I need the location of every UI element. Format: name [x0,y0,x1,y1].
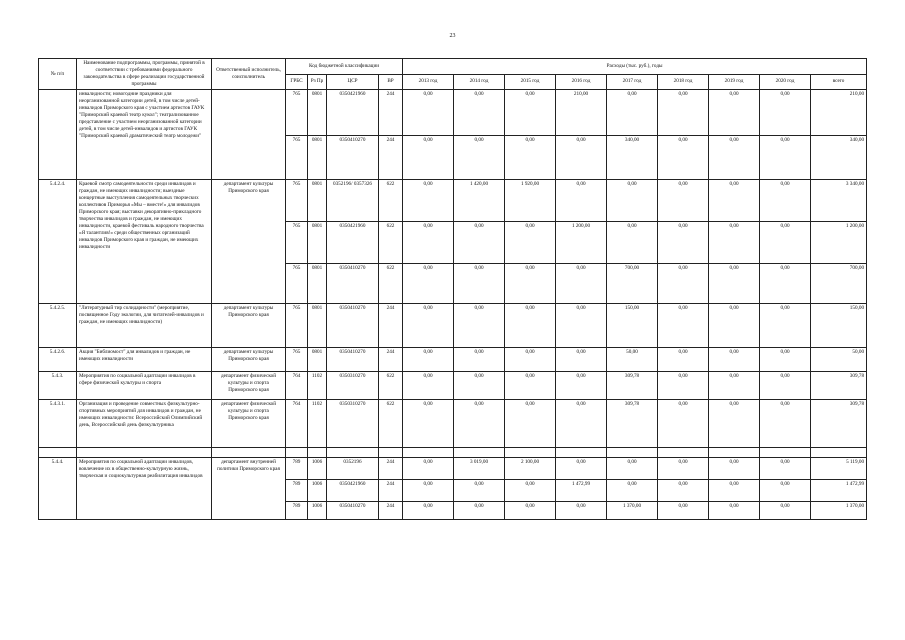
table-row [39,348,867,372]
value-year: 0,00 [454,90,505,136]
value-year: 0,00 [760,348,811,372]
value-year: 3 019,00 [454,458,505,480]
value-year: 0,00 [760,304,811,348]
value-year: 0,00 [454,480,505,502]
value-total: 309,78 [811,372,867,400]
value-year: 0,00 [658,304,709,348]
value-year: 0,00 [760,264,811,304]
value-year: 0,00 [658,372,709,400]
value-year: 0,00 [403,372,454,400]
value-year: 0,00 [709,348,760,372]
item-executor: департамент культуры Приморского края [212,348,286,372]
value-year: 0,00 [658,90,709,136]
value-year: 0,00 [556,372,607,400]
value-year: 0,00 [454,502,505,520]
value-year: 0,00 [658,180,709,222]
value-year: 0,00 [556,458,607,480]
value-year: 0,00 [556,136,607,180]
value-year: 0,00 [454,222,505,264]
item-number: 5.4.3.1. [39,400,77,448]
value-year: 0,00 [403,180,454,222]
code-grbs: 765 [286,222,308,264]
header-year: 2019 год [709,74,760,90]
value-year: 0,00 [556,304,607,348]
empty-cell [308,448,327,458]
value-year: 0,00 [658,400,709,448]
code-vr: 622 [379,400,403,448]
table-row [39,372,867,400]
code-rzpr: 0801 [308,222,327,264]
header-expenses: Расходы (тыс. руб.), годы [403,59,867,75]
value-year: 0,00 [505,90,556,136]
value-year: 0,00 [709,400,760,448]
code-rzpr: 0801 [308,348,327,372]
item-name: "Литературный тир солидарности" (мероприятие, посвященное Году экологии, для читателей-инвалидов и граждан, не имеющих инвалидности) [77,304,212,348]
budget-table [38,58,867,520]
value-year: 0,00 [658,502,709,520]
header-year: 2020 год [760,74,811,90]
value-year: 0,00 [709,480,760,502]
code-grbs: 765 [286,90,308,136]
value-total: 5 119,00 [811,458,867,480]
value-year: 0,00 [760,372,811,400]
empty-cell [286,448,308,458]
code-csr: 0350310270 [327,372,379,400]
value-year: 0,00 [556,502,607,520]
code-csr: 0350421960 [327,90,379,136]
value-year: 0,00 [505,348,556,372]
page-number: 23 [449,33,456,39]
value-year: 0,00 [760,90,811,136]
code-vr: 244 [379,458,403,480]
value-year: 0,00 [709,136,760,180]
value-year: 0,00 [403,90,454,136]
value-year: 0,00 [760,136,811,180]
value-year: 0,00 [454,136,505,180]
code-rzpr: 1006 [308,458,327,480]
code-grbs: 765 [286,348,308,372]
header-rzpr: Рз Пр [308,74,327,90]
code-grbs: 765 [286,180,308,222]
value-year: 0,00 [607,90,658,136]
value-year: 309,78 [607,400,658,448]
value-year: 0,00 [403,222,454,264]
value-year: 1 200,00 [556,222,607,264]
value-year: 0,00 [607,180,658,222]
code-vr: 244 [379,502,403,520]
table-row [39,180,867,222]
value-year: 1 472,99 [556,480,607,502]
empty-cell [403,448,454,458]
value-year: 1 370,00 [607,502,658,520]
code-vr: 244 [379,348,403,372]
table-row [39,400,867,448]
header-num: № п/п [39,59,77,90]
value-year: 0,00 [709,304,760,348]
empty-cell [658,448,709,458]
value-year: 0,00 [403,136,454,180]
code-vr: 244 [379,480,403,502]
value-year: 0,00 [607,222,658,264]
code-vr: 622 [379,180,403,222]
value-total: 340,00 [811,136,867,180]
value-year: 0,00 [607,480,658,502]
code-csr: 0350421960 [327,222,379,264]
item-name: Акция "Библиомост" для инвалидов и граждан, не имеющих инвалидности [77,348,212,372]
table-header [39,59,867,90]
code-grbs: 764 [286,372,308,400]
value-year: 0,00 [454,400,505,448]
header-total: всего [811,74,867,90]
table-row [39,304,867,348]
code-grbs: 765 [286,136,308,180]
value-year: 0,00 [658,480,709,502]
value-year: 0,00 [709,458,760,480]
value-year: 150,00 [607,304,658,348]
value-year: 0,00 [403,502,454,520]
value-year: 0,00 [658,458,709,480]
value-year: 0,00 [658,136,709,180]
empty-cell [39,448,77,458]
code-csr: 0350410270 [327,304,379,348]
code-rzpr: 0801 [308,180,327,222]
value-year: 0,00 [709,502,760,520]
value-year: 0,00 [505,502,556,520]
code-grbs: 789 [286,458,308,480]
item-name: Мероприятия по социальной адаптации инвалидов в сфере физической культуры и спорта [77,372,212,400]
code-vr: 244 [379,90,403,136]
value-year: 0,00 [760,222,811,264]
header-budget-code: Код бюджетной классификации [286,59,403,75]
code-grbs: 789 [286,502,308,520]
code-vr: 244 [379,136,403,180]
code-grbs: 764 [286,400,308,448]
value-year: 0,00 [658,264,709,304]
code-csr: 0350410270 [327,264,379,304]
code-csr: 0350310270 [327,400,379,448]
empty-cell [454,448,505,458]
value-year: 0,00 [505,264,556,304]
value-year: 0,00 [454,348,505,372]
value-year: 0,00 [454,304,505,348]
value-year: 0,00 [505,372,556,400]
item-executor: департамент физической культуры и спорта Приморского края [212,400,286,448]
table-body [39,90,867,520]
spacer-row [39,448,867,458]
value-total: 210,00 [811,90,867,136]
item-executor [212,90,286,180]
code-grbs: 789 [286,480,308,502]
code-csr: 0352196/ 0357326 [327,180,379,222]
code-rzpr: 0801 [308,136,327,180]
item-number [39,90,77,180]
value-year: 340,00 [607,136,658,180]
value-year: 0,00 [709,222,760,264]
empty-cell [77,448,212,458]
value-year: 0,00 [556,348,607,372]
item-number: 5.4.4. [39,458,77,520]
value-total: 309,78 [811,400,867,448]
value-year: 0,00 [760,458,811,480]
value-total: 50,00 [811,348,867,372]
item-executor: департамент физической культуры и спорта Приморского края [212,372,286,400]
value-year: 0,00 [760,400,811,448]
header-executor: Ответственный исполнитель, соисполнитель [212,59,286,90]
header-year: 2016 год [556,74,607,90]
value-year: 0,00 [760,502,811,520]
value-year: 2 100,00 [505,458,556,480]
code-rzpr: 1102 [308,400,327,448]
value-year: 0,00 [709,90,760,136]
value-year: 0,00 [403,458,454,480]
header-year: 2014 год [454,74,505,90]
value-year: 0,00 [607,458,658,480]
value-year: 0,00 [658,348,709,372]
item-name: Краевой смотр самодеятельности среди инвалидов и граждан, не имеющих инвалидности; выездные концертные выступления самодеятельных творческих коллективов Приморья «Мы – вместе!» для инвалидов Приморского края; выставки декоративно-прикладного творчества инвалидов и граждан, не имеющих инвалидности, краевой фестиваль народного творчества «Я талантлив!» среди общественных организаций инвалидов Приморского края и граждан, не имеющих инвалидности [77,180,212,304]
item-executor: департамент внутренней политики Приморского края [212,458,286,520]
item-executor: департамент культуры Приморского края [212,180,286,304]
value-year: 0,00 [505,222,556,264]
code-csr: 0350421960 [327,480,379,502]
item-executor: департамент культуры Приморского края [212,304,286,348]
value-year: 0,00 [709,372,760,400]
empty-cell [811,448,867,458]
item-number: 5.4.2.4. [39,180,77,304]
value-year: 0,00 [658,222,709,264]
value-year: 309,78 [607,372,658,400]
header-csr: ЦСР [327,74,379,90]
code-vr: 622 [379,372,403,400]
value-year: 0,00 [403,304,454,348]
empty-cell [505,448,556,458]
code-rzpr: 1006 [308,502,327,520]
code-csr: 0350410270 [327,502,379,520]
value-total: 1 472,99 [811,480,867,502]
value-total: 700,00 [811,264,867,304]
value-year: 0,00 [403,348,454,372]
code-rzpr: 1102 [308,372,327,400]
header-grbs: ГРБС [286,74,308,90]
value-year: 0,00 [760,180,811,222]
table-row [39,458,867,480]
value-year: 0,00 [556,180,607,222]
item-number: 5.4.2.5. [39,304,77,348]
table-row [39,90,867,136]
value-year: 210,00 [556,90,607,136]
value-year: 0,00 [403,264,454,304]
empty-cell [212,448,286,458]
code-csr: 0350410270 [327,136,379,180]
code-rzpr: 0801 [308,304,327,348]
code-csr: 0350410270 [327,348,379,372]
value-year: 0,00 [556,400,607,448]
code-rzpr: 1006 [308,480,327,502]
empty-cell [327,448,379,458]
header-year: 2018 год [658,74,709,90]
code-vr: 244 [379,304,403,348]
value-year: 0,00 [403,400,454,448]
value-year: 0,00 [505,400,556,448]
header-year: 2017 год [607,74,658,90]
code-vr: 622 [379,222,403,264]
header-year: 2015 год [505,74,556,90]
item-name: Мероприятия по социальной адаптации инвалидов, вовлечение их в общественно-культурную жизнь, творческая и социокультурная реабилитация инвалидов [77,458,212,520]
code-grbs: 765 [286,264,308,304]
code-rzpr: 0801 [308,90,327,136]
empty-cell [709,448,760,458]
item-name: инвалидности; новогодние праздники для неорганизованной категории детей, в том числе детей-инвалидов Приморского края с участием артистов ГАУК "Приморский краевой театр кукол"; театрализованное представление с участием неорганизованной категории детей, в том числе детей-инвалидов и артистов ГАУК "Приморский краевой драматический театр молодежи" [77,90,212,180]
value-total: 1 200,00 [811,222,867,264]
value-year: 0,00 [403,480,454,502]
value-year: 0,00 [454,372,505,400]
value-total: 3 340,00 [811,180,867,222]
value-total: 150,00 [811,304,867,348]
item-number: 5.4.2.6. [39,348,77,372]
value-year: 0,00 [505,304,556,348]
value-year: 0,00 [709,264,760,304]
value-year: 0,00 [556,264,607,304]
code-vr: 622 [379,264,403,304]
value-year: 0,00 [709,180,760,222]
value-year: 1 420,00 [454,180,505,222]
header-year: 2013 год [403,74,454,90]
code-grbs: 765 [286,304,308,348]
empty-cell [379,448,403,458]
empty-cell [556,448,607,458]
empty-cell [607,448,658,458]
value-year: 0,00 [505,136,556,180]
code-csr: 0352196 [327,458,379,480]
header-vr: ВР [379,74,403,90]
item-name: Организация и проведение совместных физкультурно-спортивных мероприятий для инвалидов и граждан, не имеющих инвалидности: Всероссийский Олимпийский день, Всероссийский день физкультурника [77,400,212,448]
item-number: 5.4.3. [39,372,77,400]
value-year: 0,00 [760,480,811,502]
code-rzpr: 0801 [308,264,327,304]
value-year: 0,00 [505,480,556,502]
value-total: 1 370,00 [811,502,867,520]
value-year: 1 920,00 [505,180,556,222]
value-year: 700,00 [607,264,658,304]
value-year: 50,00 [607,348,658,372]
value-year: 0,00 [454,264,505,304]
empty-cell [760,448,811,458]
header-name: Наименование подпрограммы, программы, принятой в соответствии с требованиями федерального законодательства в сфере реализации государственной программы [77,59,212,90]
